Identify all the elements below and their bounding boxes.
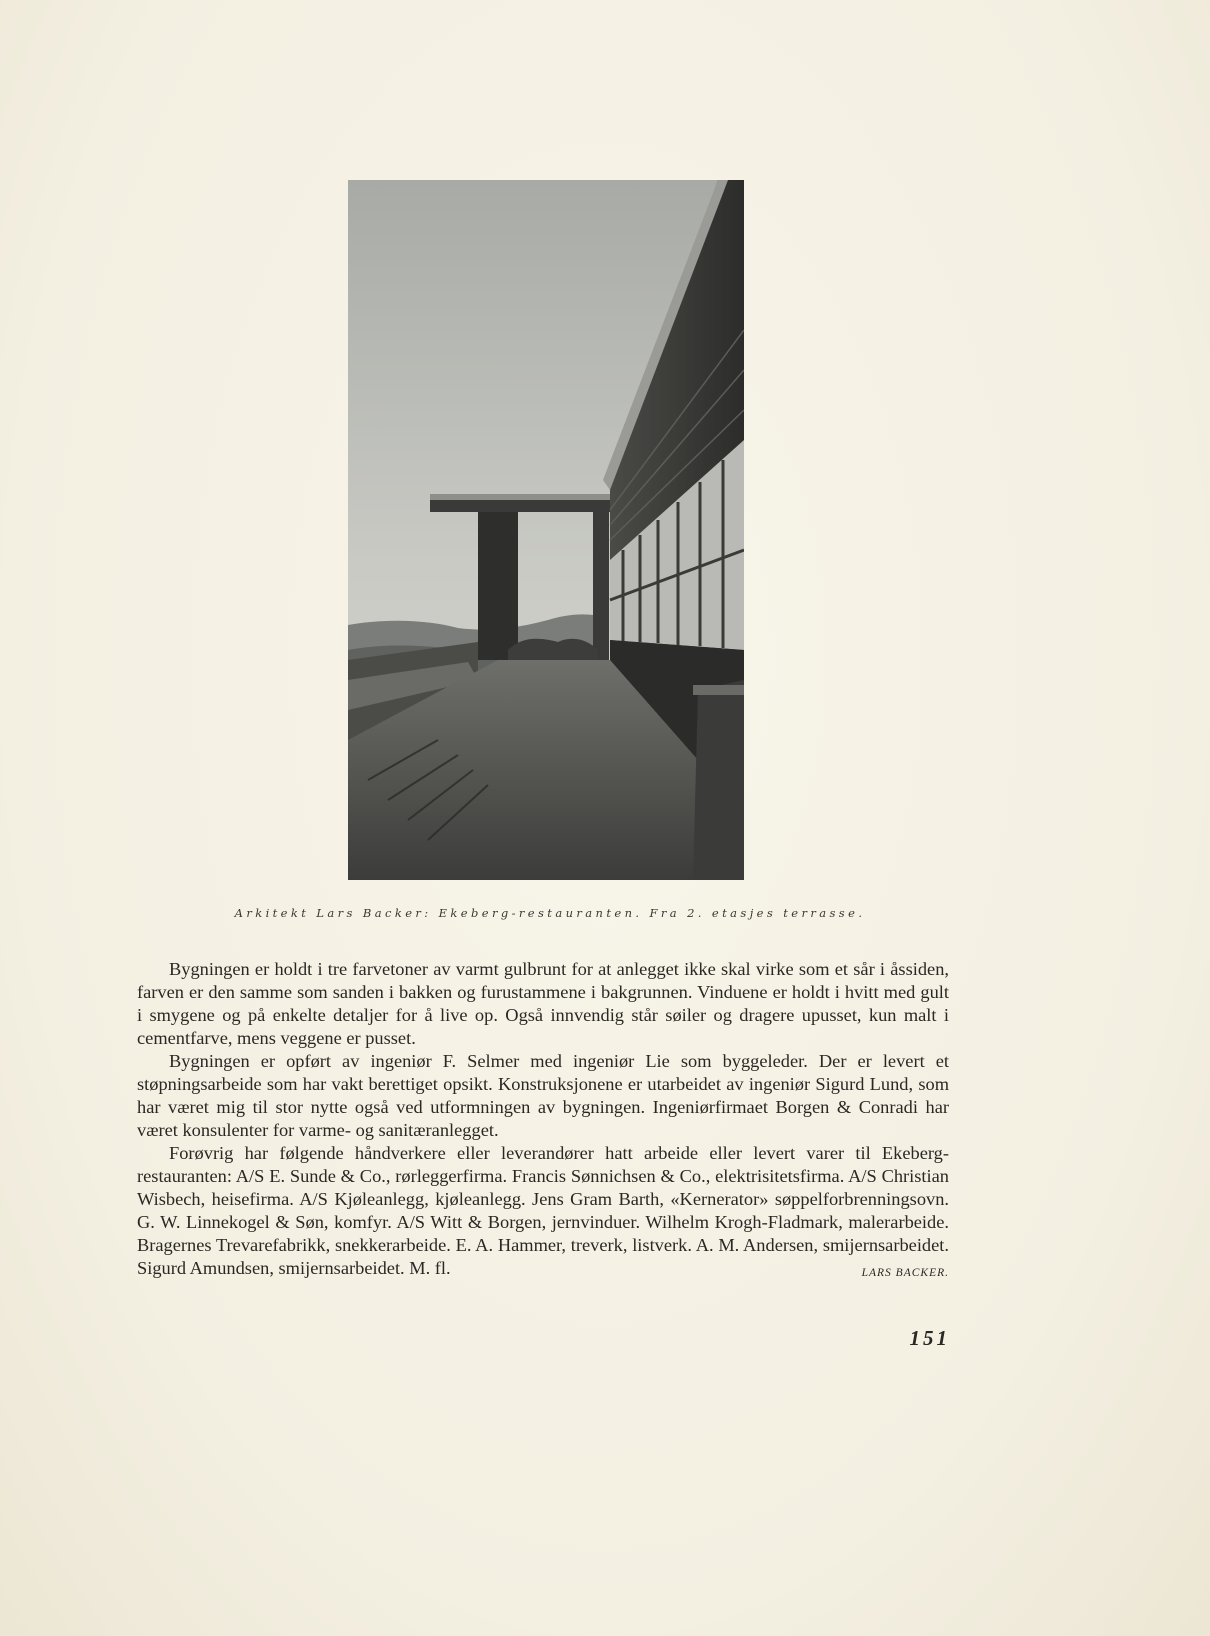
terrace-photograph bbox=[348, 180, 744, 880]
page-number: 151 bbox=[909, 1326, 950, 1350]
photo-caption: Arkitekt Lars Backer: Ekeberg-restauranten. Fra 2. etasjes terrasse. bbox=[234, 906, 866, 920]
paragraph: Bygningen er opført av ingeniør F. Selmer med ingeniør Lie som byggeleder. Der er levert et støpningsarbeide som har vakt berettiget opsikt. Konstruksjonene er utarbeidet av ingeniør Sigurd Lund, som har været mig til stor nytte også ved utformningen av bygningen. Ingeniørfirmaet Borgen & Conradi har været konsulenter for varme- og sanitæranlegget. bbox=[137, 1051, 949, 1140]
photo-illustration bbox=[348, 180, 744, 880]
paragraph-text: Forøvrig har følgende håndverkere eller leverandører hatt arbeide eller levert varer til Ekeberg-restauranten: A/S E. Sunde & Co., rørleggerfirma. Francis Sønnichsen & Co., elektrisitetsfirma. A/S Christian Wisbech, heisefirma. A/S Kjøleanlegg, kjøleanlegg. Jens Gram Barth, «Kernerator» søppelforbrenningsovn. G. W. Linnekogel & Søn, komfyr. A/S Witt & Borgen, jernvinduer. Wilhelm Krogh-Fladmark, malerarbeide. Bragernes Trevarefabrikk, snekkerarbeide. E. A. Hammer, treverk, listverk. A. M. Andersen, smijernsarbeidet. Sigurd Amundsen, smijernsarbeidet. M. fl. bbox=[137, 1143, 949, 1278]
article-body bbox=[137, 958, 949, 1285]
author-signature: LARS BACKER. bbox=[861, 1267, 949, 1279]
paragraph bbox=[137, 1142, 949, 1280]
paragraph: Bygningen er holdt i tre farvetoner av varmt gulbrunt for at anlegget ikke skal virke som et sår i åssiden, farven er den samme som sanden i bakken og furustammene i bakgrunnen. Vinduene er holdt i hvitt med gult i smygene og på enkelte detaljer for å live op. Også innvendig står søiler og dragere upusset, kun malt i cementfarve, mens veggene er pusset. bbox=[137, 959, 949, 1048]
